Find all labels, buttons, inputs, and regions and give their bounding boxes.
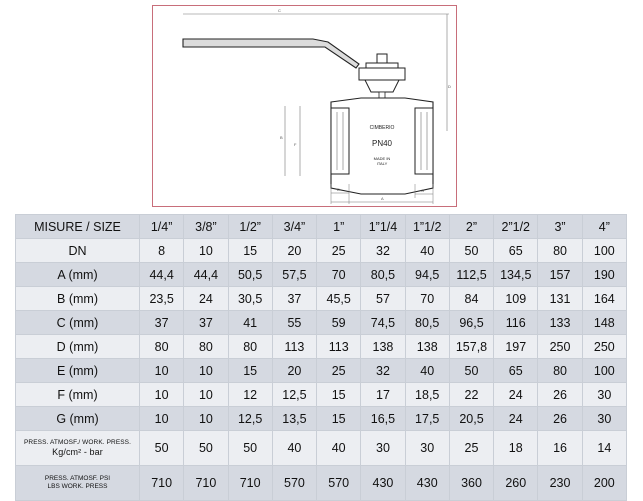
table-cell: 138 xyxy=(361,335,405,359)
size-header-cell: 3/4” xyxy=(272,215,316,239)
table-cell: 260 xyxy=(494,466,538,501)
table-cell: 16,5 xyxy=(361,407,405,431)
table-cell: 113 xyxy=(272,335,316,359)
table-row-pressure-bar xyxy=(16,431,627,466)
table-cell: 80 xyxy=(184,335,228,359)
table-cell: 24 xyxy=(494,407,538,431)
table-cell: 80 xyxy=(140,335,184,359)
dim-label-b: B xyxy=(280,135,283,140)
table-cell: 116 xyxy=(494,311,538,335)
row-label: E (mm) xyxy=(16,359,140,383)
size-header-cell: 2” xyxy=(449,215,493,239)
row-label: B (mm) xyxy=(16,287,140,311)
row-label: F (mm) xyxy=(16,383,140,407)
table-cell: 84 xyxy=(449,287,493,311)
dim-label-e: E xyxy=(337,187,340,192)
table-cell: 430 xyxy=(361,466,405,501)
table-cell: 50,5 xyxy=(228,263,272,287)
table-cell: 74,5 xyxy=(361,311,405,335)
table-cell: 250 xyxy=(538,335,582,359)
table-row xyxy=(16,335,627,359)
table-cell: 37 xyxy=(272,287,316,311)
size-header-cell: 4” xyxy=(582,215,626,239)
table-row xyxy=(16,287,627,311)
row-label: D (mm) xyxy=(16,335,140,359)
table-row xyxy=(16,383,627,407)
size-header-cell: 1”1/4 xyxy=(361,215,405,239)
table-cell: 40 xyxy=(405,239,449,263)
stem-pin xyxy=(379,92,385,98)
table-cell: 12 xyxy=(228,383,272,407)
specifications-table xyxy=(15,214,627,501)
row-label-line1: PRESS. ATMOSF./ WORK. PRESS. xyxy=(23,439,132,446)
table-cell: 570 xyxy=(317,466,361,501)
row-label: A (mm) xyxy=(16,263,140,287)
table-cell: 15 xyxy=(228,239,272,263)
table-cell: 65 xyxy=(494,239,538,263)
table-row xyxy=(16,359,627,383)
table-cell: 16 xyxy=(538,431,582,466)
table-cell: 80,5 xyxy=(361,263,405,287)
table-cell: 20 xyxy=(272,359,316,383)
table-cell: 80 xyxy=(538,239,582,263)
table-cell: 50 xyxy=(449,359,493,383)
table-cell: 17 xyxy=(361,383,405,407)
table-cell: 24 xyxy=(494,383,538,407)
table-cell: 710 xyxy=(140,466,184,501)
table-cell: 133 xyxy=(538,311,582,335)
dim-label-c: C xyxy=(278,8,281,13)
table-cell: 230 xyxy=(538,466,582,501)
table-cell: 30 xyxy=(405,431,449,466)
table-cell: 12,5 xyxy=(228,407,272,431)
table-cell: 25 xyxy=(317,239,361,263)
table-cell: 10 xyxy=(140,359,184,383)
table-cell: 57,5 xyxy=(272,263,316,287)
table-cell: 430 xyxy=(405,466,449,501)
stem-neck xyxy=(365,80,399,92)
size-header-cell: 1” xyxy=(317,215,361,239)
table-cell: 131 xyxy=(538,287,582,311)
left-end-connection xyxy=(331,108,349,174)
table-cell: 8 xyxy=(140,239,184,263)
table-cell: 96,5 xyxy=(449,311,493,335)
dim-label-f: F xyxy=(294,142,297,147)
table-cell: 50 xyxy=(140,431,184,466)
table-cell: 148 xyxy=(582,311,626,335)
dim-label-g: G xyxy=(421,188,425,193)
table-cell: 360 xyxy=(449,466,493,501)
table-cell: 65 xyxy=(494,359,538,383)
table-row xyxy=(16,407,627,431)
table-cell: 32 xyxy=(361,359,405,383)
table-cell: 80,5 xyxy=(405,311,449,335)
table-cell: 30,5 xyxy=(228,287,272,311)
table-cell: 26 xyxy=(538,407,582,431)
table-cell: 18 xyxy=(494,431,538,466)
ball-valve-drawing xyxy=(153,6,456,206)
row-label xyxy=(16,466,140,501)
table-cell: 18,5 xyxy=(405,383,449,407)
size-header-cell: 1”1/2 xyxy=(405,215,449,239)
table-cell: 197 xyxy=(494,335,538,359)
table-row-pressure-psi xyxy=(16,466,627,501)
table-cell: 59 xyxy=(317,311,361,335)
table-cell: 10 xyxy=(140,383,184,407)
table-cell: 94,5 xyxy=(405,263,449,287)
table-cell: 157,8 xyxy=(449,335,493,359)
table-cell: 70 xyxy=(317,263,361,287)
table-cell: 41 xyxy=(228,311,272,335)
size-header-cell: 1/4” xyxy=(140,215,184,239)
right-end-connection xyxy=(415,108,433,174)
table-cell: 80 xyxy=(538,359,582,383)
stem-washer xyxy=(359,68,405,80)
stem-nut xyxy=(366,63,398,68)
row-label: DN xyxy=(16,239,140,263)
size-header-cell: 3” xyxy=(538,215,582,239)
table-cell: 30 xyxy=(582,383,626,407)
table-cell: 26 xyxy=(538,383,582,407)
handle-lever xyxy=(183,39,359,68)
table-cell: 30 xyxy=(582,407,626,431)
table-cell: 113 xyxy=(317,335,361,359)
table-cell: 44,4 xyxy=(140,263,184,287)
table-cell: 13,5 xyxy=(272,407,316,431)
dim-label-d: D xyxy=(448,84,451,89)
table-cell: 25 xyxy=(317,359,361,383)
body-mark-pn: PN40 xyxy=(371,139,393,148)
table-cell: 710 xyxy=(184,466,228,501)
stem-cap xyxy=(377,54,387,63)
table-cell: 22 xyxy=(449,383,493,407)
table-cell: 15 xyxy=(317,383,361,407)
body-mark-made-in: MADE IN xyxy=(373,156,391,161)
table-cell: 138 xyxy=(405,335,449,359)
table-cell: 17,5 xyxy=(405,407,449,431)
row-label: G (mm) xyxy=(16,407,140,431)
table-cell: 37 xyxy=(140,311,184,335)
size-header-cell: 3/8” xyxy=(184,215,228,239)
table-cell: 50 xyxy=(449,239,493,263)
table-cell: 55 xyxy=(272,311,316,335)
table-cell: 50 xyxy=(228,431,272,466)
table-cell: 190 xyxy=(582,263,626,287)
table-cell: 10 xyxy=(184,407,228,431)
table-cell: 112,5 xyxy=(449,263,493,287)
table-cell: 20 xyxy=(272,239,316,263)
table-cell: 134,5 xyxy=(494,263,538,287)
table-cell: 20,5 xyxy=(449,407,493,431)
size-header-cell: 2”1/2 xyxy=(494,215,538,239)
table-cell: 15 xyxy=(228,359,272,383)
table-row xyxy=(16,311,627,335)
row-label: C (mm) xyxy=(16,311,140,335)
table-cell: 250 xyxy=(582,335,626,359)
table-cell: 14 xyxy=(582,431,626,466)
dim-label-a: A xyxy=(381,196,384,201)
table-cell: 32 xyxy=(361,239,405,263)
body-mark-country: ITALY xyxy=(376,161,388,166)
table-cell: 10 xyxy=(184,239,228,263)
table-cell: 100 xyxy=(582,239,626,263)
table-cell: 109 xyxy=(494,287,538,311)
table-row xyxy=(16,263,627,287)
table-cell: 57 xyxy=(361,287,405,311)
header-label: MISURE / SIZE xyxy=(16,215,140,239)
table-cell: 23,5 xyxy=(140,287,184,311)
table-cell: 70 xyxy=(405,287,449,311)
table-cell: 40 xyxy=(317,431,361,466)
table-cell: 30 xyxy=(361,431,405,466)
table-cell: 15 xyxy=(317,407,361,431)
table-cell: 164 xyxy=(582,287,626,311)
header-row xyxy=(16,215,627,239)
row-label-line2: Kg/cm² - bar xyxy=(52,447,103,457)
row-label-line2: LBS WORK. PRESS xyxy=(47,483,108,490)
table-cell: 80 xyxy=(228,335,272,359)
table-row xyxy=(16,239,627,263)
table-cell: 25 xyxy=(449,431,493,466)
table-cell: 24 xyxy=(184,287,228,311)
row-label-line1: PRESS. ATMOSF. PSI xyxy=(44,475,111,482)
table-cell: 200 xyxy=(582,466,626,501)
table-cell: 50 xyxy=(184,431,228,466)
table-cell: 10 xyxy=(184,383,228,407)
table-cell: 100 xyxy=(582,359,626,383)
body-mark-brand: CIMBERIO xyxy=(369,125,395,131)
table-cell: 40 xyxy=(272,431,316,466)
table-cell: 12,5 xyxy=(272,383,316,407)
table-cell: 44,4 xyxy=(184,263,228,287)
table-cell: 10 xyxy=(184,359,228,383)
row-label xyxy=(16,431,140,466)
table-cell: 40 xyxy=(405,359,449,383)
table-cell: 37 xyxy=(184,311,228,335)
table-cell: 157 xyxy=(538,263,582,287)
technical-drawing xyxy=(152,5,457,207)
table-cell: 10 xyxy=(140,407,184,431)
table-cell: 570 xyxy=(272,466,316,501)
table-cell: 710 xyxy=(228,466,272,501)
table-cell: 45,5 xyxy=(317,287,361,311)
size-header-cell: 1/2” xyxy=(228,215,272,239)
